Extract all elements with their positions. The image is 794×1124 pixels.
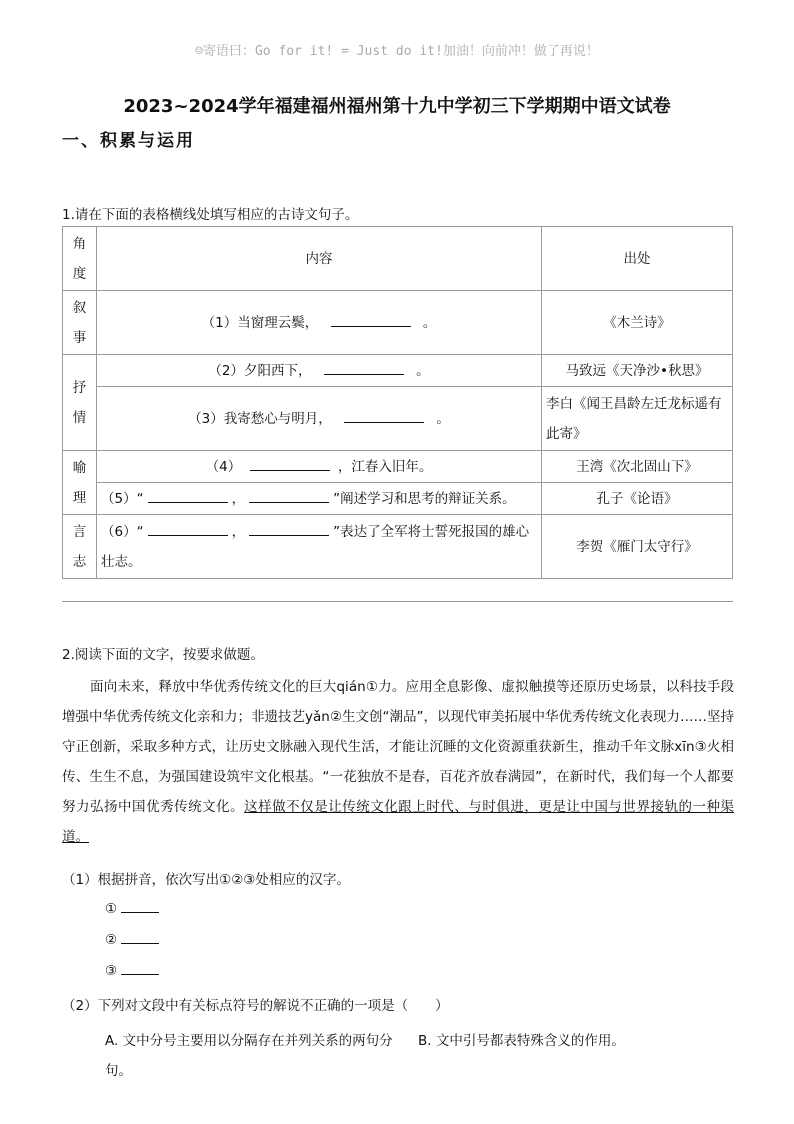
- row-content: [97, 451, 542, 483]
- mark-label: ③: [105, 963, 118, 979]
- header-source: 出处: [542, 227, 733, 291]
- section-heading: 一、积累与运用: [62, 131, 195, 151]
- fill-blank[interactable]: [148, 488, 228, 503]
- reading-passage: [62, 672, 734, 852]
- row-text: ，: [231, 490, 246, 507]
- row-content: [97, 515, 542, 579]
- cat-reason: 喻理: [63, 451, 97, 515]
- row-text: （2）夕阳西下，: [208, 362, 312, 379]
- answer-blank[interactable]: [121, 962, 159, 975]
- row-content: [97, 387, 542, 451]
- page-title: 2023~2024学年福建福州福州第十九中学初三下学期期中语文试卷: [123, 96, 671, 117]
- fill-blank[interactable]: [249, 488, 329, 503]
- table-row: [63, 355, 733, 387]
- answer-line-2: [105, 931, 159, 948]
- fill-blank[interactable]: [331, 312, 411, 327]
- row-content: [97, 483, 542, 515]
- fill-blank[interactable]: [344, 408, 424, 423]
- mark-label: ②: [105, 932, 118, 948]
- option-b-text: 文中引号都表特殊含义的作用。: [435, 1033, 625, 1049]
- fill-blank[interactable]: [148, 521, 228, 536]
- table-header-row: [63, 227, 733, 291]
- row-source: 马致远《天净沙•秋思》: [542, 355, 733, 387]
- row-source: 《木兰诗》: [542, 291, 733, 355]
- header-content: 内容: [97, 227, 542, 291]
- poem-table: [62, 226, 733, 579]
- cat-lyric: 抒情: [63, 355, 97, 451]
- row-text: （3）我寄愁心与明月，: [188, 410, 332, 427]
- row-text: （1）当窗理云鬓，: [201, 314, 319, 331]
- option-a-label: A.: [105, 1033, 119, 1049]
- row-content: [97, 355, 542, 387]
- cat-narrate: 叙事: [63, 291, 97, 355]
- row-source: 李贺《雁门太守行》: [542, 515, 733, 579]
- table-row: [63, 387, 733, 451]
- table-row: [63, 515, 733, 579]
- row-text: ”表达了全军将士誓死报国的雄心壮志。: [101, 523, 530, 570]
- table-row: [63, 483, 733, 515]
- motto-header: ☺寄语曰：Go for it! = Just do it!加油！向前冲！做了再说！: [195, 44, 599, 59]
- row-text: 。: [416, 362, 430, 379]
- table-row: [63, 451, 733, 483]
- row-source: 孔子《论语》: [542, 483, 733, 515]
- question-1-prompt: 1.请在下面的表格横线处填写相应的古诗文句子。: [62, 207, 359, 223]
- fill-blank[interactable]: [250, 456, 330, 471]
- question-2-prompt: 2.阅读下面的文字，按要求做题。: [62, 647, 264, 663]
- divider: [62, 601, 733, 602]
- row-text: ，: [231, 523, 246, 540]
- table-row: [63, 291, 733, 355]
- row-source: 李白《闻王昌龄左迁龙标遥有此寄》: [542, 387, 733, 451]
- option-a-text: 文中分号主要用以分隔存在并列关系的两句分句。: [105, 1033, 393, 1079]
- option-b[interactable]: [418, 1026, 625, 1056]
- row-content: [97, 291, 542, 355]
- fill-blank[interactable]: [249, 521, 329, 536]
- row-source: 王湾《次北固山下》: [542, 451, 733, 483]
- answer-line-1: [105, 900, 159, 917]
- sub-question-1: （1）根据拼音，依次写出①②③处相应的汉字。: [62, 872, 350, 888]
- row-text: （4）: [205, 458, 242, 475]
- row-text: 。: [436, 410, 450, 427]
- sub-question-2: （2）下列对文段中有关标点符号的解说不正确的一项是（ ）: [62, 998, 449, 1014]
- row-text: ，江春入旧年。: [337, 458, 433, 475]
- fill-blank[interactable]: [324, 360, 404, 375]
- mark-label: ①: [105, 901, 118, 917]
- answer-blank[interactable]: [121, 931, 159, 944]
- row-text: ”阐述学习和思考的辩证关系。: [333, 490, 516, 507]
- row-text: （6）“: [101, 523, 144, 540]
- passage-text: 面向未来，释放中华优秀传统文化的巨大qián①力。应用全息影像、虚拟触摸等还原历史场景，以科技手段增强中华优秀传统文化亲和力；非遗技艺yǎn②生文创“潮品”，以现代审美拓展中华优秀传统文化表现力……坚持守正创新，采取多种方式，让历史文脉融入现代生活，才能让沉睡的文化资源重获新生，推动千年文脉xīn③火相传、生生不息，为强国建设筑牢文化根基。“一花独放不是春，百花齐放春满园”，在新时代，我们每一个人都要努力弘扬中国优秀传统文化。: [62, 679, 734, 815]
- cat-aspire: 言志: [63, 515, 97, 579]
- header-cat: 角度: [63, 227, 97, 291]
- answer-line-3: [105, 962, 159, 979]
- row-text: （5）“: [101, 490, 144, 507]
- answer-blank[interactable]: [121, 900, 159, 913]
- row-text: 。: [422, 314, 437, 331]
- option-b-label: B.: [418, 1033, 432, 1049]
- option-a[interactable]: [105, 1026, 405, 1086]
- passage-underlined: 这样做不仅是让传统文化跟上时代、与时俱进，更是让中国与世界接轨的一种渠道。: [62, 799, 735, 845]
